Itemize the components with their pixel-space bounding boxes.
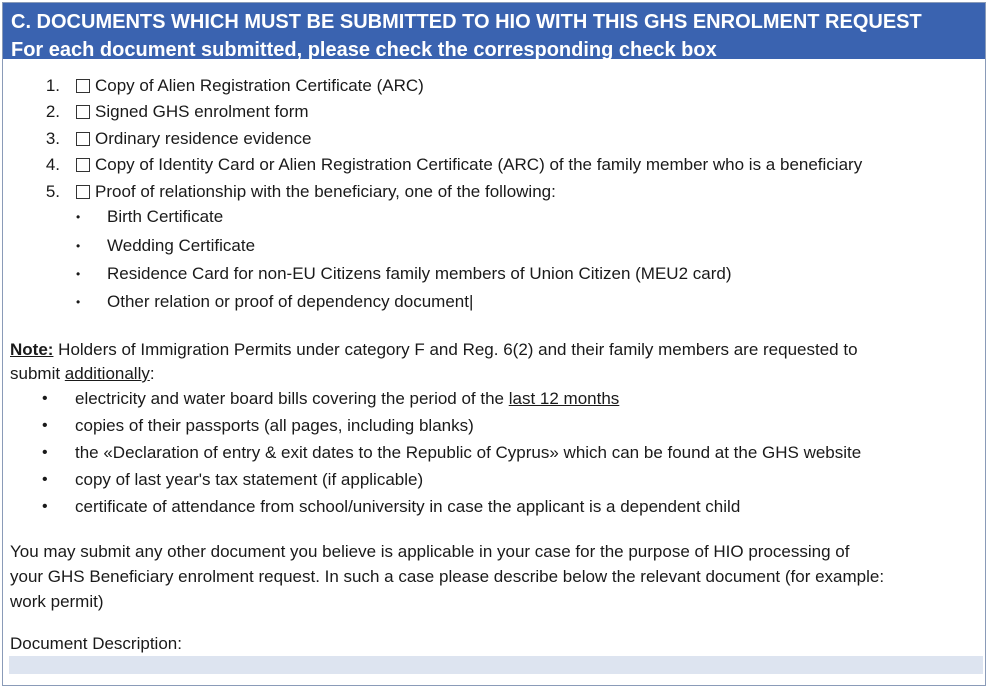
bullet-icon: • xyxy=(76,210,81,224)
checkbox-arc[interactable] xyxy=(76,79,90,93)
checkbox-ghs-form[interactable] xyxy=(76,105,90,119)
additional-doc-label: certificate of attendance from school/university in case the applicant is a dependent child xyxy=(75,497,741,516)
bullet-icon: • xyxy=(42,498,48,515)
note-suffix: : xyxy=(149,364,155,383)
item-number: 1. xyxy=(45,76,60,95)
item-number: 3. xyxy=(45,129,60,148)
additional-doc-label: the «Declaration of entry & exit dates to the Republic of Cyprus» which can be found at the GHS website xyxy=(75,443,862,462)
bullet-icon: • xyxy=(76,295,81,309)
checkbox-relationship-proof[interactable] xyxy=(76,185,90,199)
checkbox-family-id[interactable] xyxy=(76,158,90,172)
bullet-icon: • xyxy=(42,444,48,461)
other-docs-line-2: your GHS Beneficiary enrolment request. In such a case please describe below the relevant document (for example: xyxy=(10,567,885,586)
item-label: Proof of relationship with the beneficiary, one of the following: xyxy=(95,182,556,201)
additional-doc-label: copies of their passports (all pages, including blanks) xyxy=(75,416,474,435)
bullet-icon: • xyxy=(42,390,48,407)
bullet-icon: • xyxy=(76,267,81,281)
document-description-label: Document Description: xyxy=(10,634,182,653)
item-number: 2. xyxy=(45,102,60,121)
item-number: 4. xyxy=(45,155,60,174)
item-label: Signed GHS enrolment form xyxy=(95,102,309,121)
bills-text: electricity and water board bills covering the period of the xyxy=(75,389,509,408)
option-label: Other relation or proof of dependency document| xyxy=(107,292,474,311)
note-text: Holders of Immigration Permits under category F and Reg. 6(2) and their family members are requested to xyxy=(53,340,858,359)
item-label: Copy of Identity Card or Alien Registration Certificate (ARC) of the family member who is a beneficiary xyxy=(95,155,863,174)
item-label: Ordinary residence evidence xyxy=(95,129,312,148)
option-label: Birth Certificate xyxy=(107,207,224,226)
option-label: Residence Card for non-EU Citizens family members of Union Citizen (MEU2 card) xyxy=(107,264,732,283)
item-label: Copy of Alien Registration Certificate (ARC) xyxy=(95,76,424,95)
additional-doc-label: copy of last year's tax statement (if applicable) xyxy=(75,470,424,489)
item-number: 5. xyxy=(45,182,60,201)
document-description-input[interactable] xyxy=(9,656,983,674)
bullet-icon: • xyxy=(42,417,48,434)
section-header xyxy=(3,3,985,59)
note-line-1 xyxy=(10,339,858,361)
note-line-2 xyxy=(10,363,155,385)
option-label: Wedding Certificate xyxy=(107,236,256,255)
additional-doc-label xyxy=(75,388,619,410)
note-additionally: additionally xyxy=(64,364,150,383)
bullet-icon: • xyxy=(76,239,81,253)
checkbox-residence-evidence[interactable] xyxy=(76,132,90,146)
other-docs-line-1: You may submit any other document you believe is applicable in your case for the purpose of HIO processing of xyxy=(10,542,850,561)
bullet-icon: • xyxy=(42,471,48,488)
note-label: Note: xyxy=(10,340,54,359)
section-instruction: For each document submitted, please check the corresponding check box xyxy=(11,39,717,61)
last-12-months: last 12 months xyxy=(508,389,620,408)
other-docs-line-3: work permit) xyxy=(10,592,104,611)
note-prefix: submit xyxy=(10,364,65,383)
section-title: C. DOCUMENTS WHICH MUST BE SUBMITTED TO HIO WITH THIS GHS ENROLMENT REQUEST xyxy=(11,11,922,33)
